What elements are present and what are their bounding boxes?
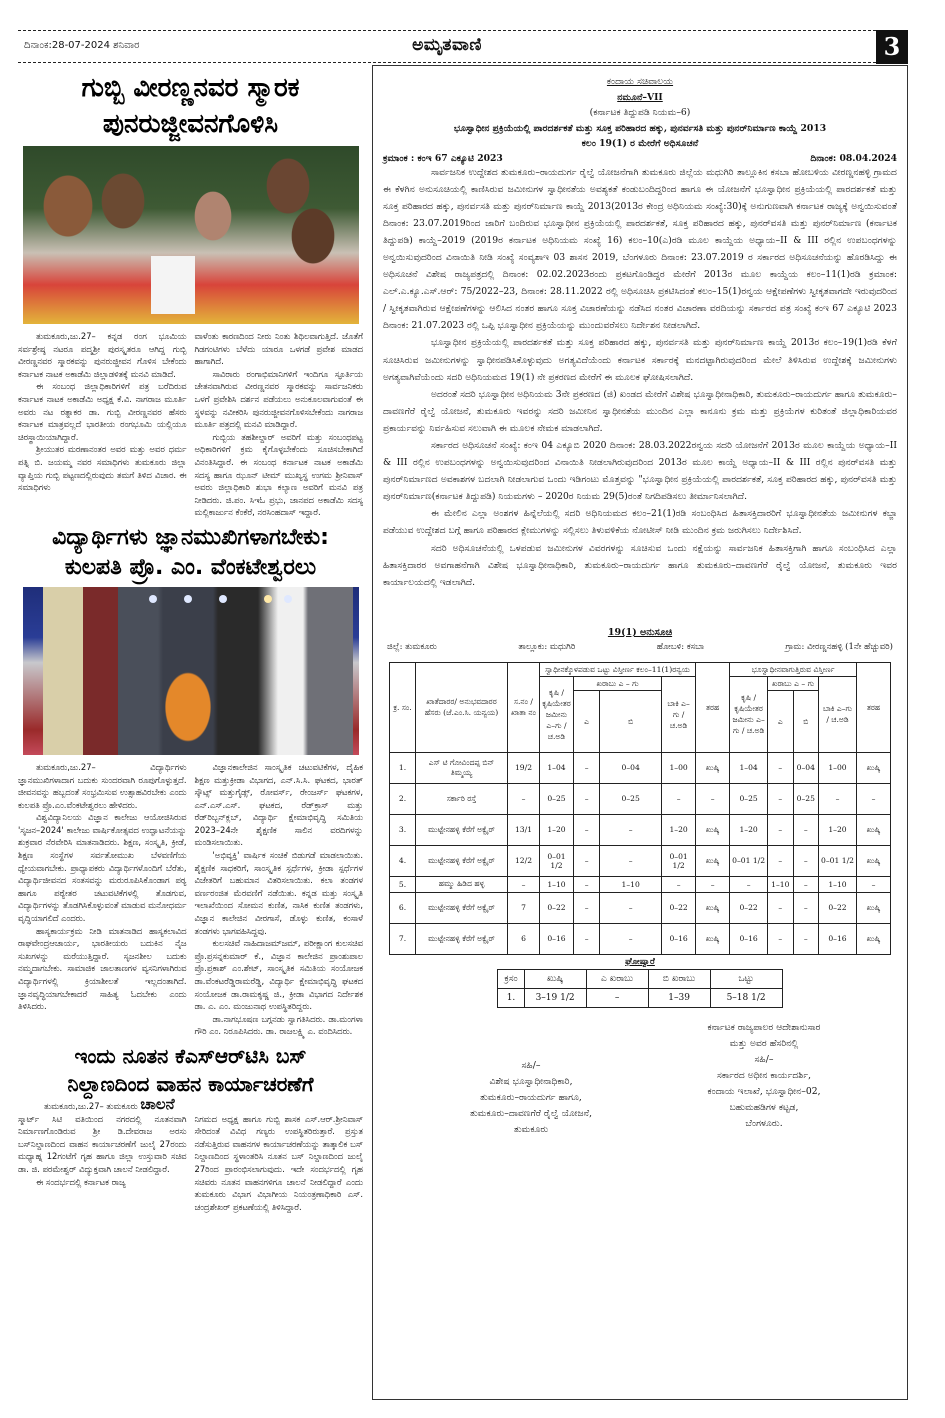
table-row: 5. ಹಮ್ಮು ಹಿಡಿದ ಹಳ್ಳ – 1–10 – 1–10 – – – 1–10 – 1–10 –	[390, 876, 891, 892]
notice-act-title: ಭೂಸ್ವಾಧೀನ ಪ್ರಕ್ರಿಯೆಯಲ್ಲಿ ಪಾರದರ್ಶಕತೆ ಮತ್ತು ಸೂಕ್ತ ಪರಿಹಾರದ ಹಕ್ಕು, ಪುನರ್ವಸತಿ ಮತ್ತು ಪುನರ್‌ನಿರ್ಮಾಣ ಕಾಯ್ದೆ 2013	[453, 122, 827, 134]
summary-title: ಘೋಷ್ವಾರೆ	[625, 956, 655, 967]
ceremony-memorandum-handover-photo	[23, 146, 359, 324]
article-headline: ಇಂದು ನೂತನ ಕೆಎಸ್‌ಆರ್‌ಟಿಸಿ ಬಸ್ ನಿಲ್ದಾಣದಿಂದ ವಾಹನ ಕಾರ್ಯಾಚರಣೆಗೆ	[67, 1043, 314, 1096]
notice-section: ಕಲಂ 19(1) ರ ಮೇರೆಗೆ ಅಧಿಸೂಚನೆ	[581, 138, 699, 149]
table-row: 3. ಮುಟ್ಟೇನಹಳ್ಳಿ ಕೆರೆಗೆ ಅಕ್ವೈರ್ 13/1 1–20 – – 1–20 ಖುಷ್ಕಿ 1–20 – – 1–20 ಖುಷ್ಕಿ	[390, 814, 891, 845]
schedule-table: ಕ್ರ. ಸಂ. ಖಾತೆದಾರರ/ ಅನುಭವದಾರರ ಹೆಸರು (ಜೆ.ಎಂ.ಸಿ. ಯನ್ವಯ) ಸ.ನಂ / ಖಾತಾ ನಂ ಸ್ವಾಧೀನಕ್ಕೊಳಪಡುವ ಒಟ್ಟು ವಿಸ್ತೀರ್ಣ ಕಲಂ–11(1)ರನ್ವಯ ತರಹ ಭೂಸ್ವಾಧೀನವಾಗುತ್ತಿರುವ ವಿಸ್ತೀರ್ಣ ತರಹ ಕೃಷಿ / ಕೃಷಿಯೇತರ ಜಮೀನು ಎ–ಗು / ಚ.ಅಡಿ ಖರಾಬು ಎ – ಗು ಬಾಕಿ ಎ–ಗು / ಚ.ಅಡಿ ಕೃಷಿ / ಕೃಷಿಯೇತರ ಜಮೀನು ಎ–ಗು / ಚ.ಅಡಿ ಖರಾಬು ಎ – ಗು ಬಾಕಿ ಎ–ಗು / ಚ.ಅಡಿ ಎ ಬಿ ಎ ಬಿ 1. ಎಸ್ ಟಿ ಗೋವಿಂದಪ್ಪ ಬಿನ್ ತಿಮ್ಮಯ್ಯ 19/2 1–04 – 0–04 1–00 ಖುಷ್ಕಿ 1–04 – 0–04 1–00 ಖುಷ್ಕಿ 2. ಸರ್ಕಾರಿ ರಸ್ತೆ – 0–25 – 0–25 – – 0–25 – 0–25 – – 3. ಮುಟ್ಟೇನಹಳ್ಳಿ ಕೆರೆಗೆ ಅಕ್ವೈರ್ 13/1 1–20 – – 1–20 ಖುಷ್ಕಿ 1–20 – – 1–20 ಖುಷ್ಕಿ 4. ಮುಟ್ಟೇನಹಳ್ಳಿ ಕೆರೆಗೆ ಅಕ್ವೈರ್ 12/2 0–01 1/2 – – 0–01 1/2 ಖುಷ್ಕಿ 0–01 1/2 – – 0–01 1/2 ಖುಷ್ಕಿ 5. ಹಮ್ಮು ಹಿಡಿದ ಹಳ್ಳ – 1–10 – 1–10 – – – 1–10 – 1–10 – 6. ಮುಟ್ಟೇನಹಳ್ಳಿ ಕೆರೆಗೆ ಅಕ್ವೈರ್ 7 0–22 – – 0–22 ಖುಷ್ಕಿ 0–22 – – 0–22 ಖುಷ್ಕಿ 7. ಮುಟ್ಟೇನಹಳ್ಳಿ ಕೆರೆಗೆ ಅಕ್ವೈರ್ 6 0–16 – – 0–16 ಖುಷ್ಕಿ 0–16 – – 0–16 ಖುಷ್ಕಿ	[389, 662, 891, 955]
left-news-column	[18, 70, 363, 1213]
signature-block	[383, 1020, 897, 1180]
article-headline: ವಿದ್ಯಾರ್ಥಿಗಳು ಜ್ಞಾನಮುಖಿಗಳಾಗಬೇಕು: ಕುಲಪತಿ ಪ್ರೊ. ಎಂ. ವೆಂಕಟೇಶ್ವರಲು	[52, 524, 329, 580]
summary-table: ಕ್ರಸಂ ಖುಷ್ಕಿ ಎ ಖರಾಬು ಬಿ ಖರಾಬು ಒಟ್ಟು 1. 3–19 1/2 – 1–39 5–18 1/2	[497, 969, 782, 1008]
notice-form-number: ನಮೂನೆ–VII	[617, 91, 663, 103]
notice-rule: (ಕರ್ನಾಟಕ ತಿದ್ದುಪಡಿ ನಿಯಮ–6)	[589, 107, 691, 118]
notice-department: ಕಂದಾಯ ಸಚಿವಾಲಯ	[606, 76, 674, 87]
article-body: ತುಮಕೂರು,ಜು.27– ಕನ್ನಡ ರಂಗ ಭೂಮಿಯ ಸರ್ವಶ್ರೇಷ್ಠ ನಟರೂ ಪದ್ಮಶ್ರೀ ಪುರಸ್ಕೃತರೂ ಆಗಿದ್ದ ಗುಬ್ಬಿ ವೀರಣ್ಣನವರ ಸ್ಮಾರಕವನ್ನು ಪುನರುಜ್ಜೀವನ ಗೊಳಿಸ ಬೇಕೆಂದು ಕರ್ನಾಟಕ ನಾಟಕ ಅಕಾಡೆಮಿ ಜಿಲ್ಲಾಡಳಿತಕ್ಕೆ ಮನವಿ ಮಾಡಿದೆ. ಈ ಸಂಬಂಧ ಜಿಲ್ಲಾಧಿಕಾರಿಗಳಿಗೆ ಪತ್ರ ಬರೆದಿರುವ ಕರ್ನಾಟಕ ನಾಟಕ ಅಕಾಡೆಮಿ ಅಧ್ಯಕ್ಷ ಕೆ.ವಿ. ನಾಗರಾಜ ಮೂರ್ತಿ ಅವರು ನಟ ರತ್ನಾಕರ ಡಾ. ಗುಬ್ಬಿ ವೀರಣ್ಣನವರ ಹೆಸರು ಕರ್ನಾಟಕ ಮಾತ್ರವಲ್ಲದೆ ಭಾರತೀಯ ರಂಗಭೂಮಿ ಯಲ್ಲಿಯೂ ಚಿರಸ್ಥಾಯಿಯಾಗಿದ್ದಾರೆ. ಶ್ರೀಯುತರ ಮರಣಾನಂತರ ಅವರ ಮತ್ತು ಅವರ ಧರ್ಮ ಪತ್ನಿ ಬಿ. ಜಯಮ್ಮ ನವರ ಸಮಾಧಿಗಳು ತುಮಕೂರು ಜಿಲ್ಲಾ ವ್ಯಾಪ್ತಿಯ ಗುಬ್ಬಿ ಪಟ್ಟಣದಲ್ಲಿರುವುದು ತಮಗೆ ತಿಳಿದ ವಿಚಾರ. ಈ ಸಮಾಧಿಗಳು ವಾಳೆಂತು ಕಾರಣದಿಂದ ನೀರು ನಿಂತು ಶಿಥಿಲವಾಗುತ್ತಿದೆ. ಜೊತೆಗೆ ಗಿಡಗಂಟಿಗಳು ಬೆಳೆದು ಯಾರೂ ಒಳಗಡೆ ಪ್ರವೇಶ ಮಾಡದ ಹಾಗಾಗಿದೆ. ಸಾವಿರಾರು ರಂಗಾಭಿಮಾನಿಗಳಿಗೆ ಇಂದಿಗೂ ಸ್ಫೂರ್ತಿಯ ಚೇತನವಾಗಿರುವ ವೀರಣ್ಣನವರ ಸ್ಮಾರಕವನ್ನು ಸಾರ್ವಜನಿಕರು ಒಳಗೆ ಪ್ರವೇಶಿಸಿ ದರ್ಶನ ಪಡೆಯಲು ಅನುಕೂಲವಾಗುವಂತೆ ಈ ಸ್ಥಳವನ್ನು ನವೀಕರಿಸಿ ಪುನರುಜ್ಜೀವನಗೊಳಿಸಬೇಕೆಂದು ನಾಗರಾಜ ಮೂರ್ತಿ ಪತ್ರದಲ್ಲಿ ಮನವಿ ಮಾಡಿದ್ದಾರೆ. ಗುಬ್ಬಿಯ ತಹಶೀಲ್ದಾರ್ ಅವರಿಗೆ ಮತ್ತು ಸಂಬಂಧಪಟ್ಟ ಅಧಿಕಾರಿಗಳಿಗೆ ಕ್ರಮ ಕೈಗೊಳ್ಳಬೇಕೆಂದು ಸೂಚಿಸಬೇಕಾಗಿದೆ ವಿನಂತಿಸಿದ್ದಾರೆ. ಈ ಸಂಬಂಧ ಕರ್ನಾಟಕ ನಾಟಕ ಅಕಾಡೆಮಿ ಸದಸ್ಯ ಹಾಗೂ ಝೂನ್ ಟೀಮ್ ಮುಖ್ಯಸ್ಥ ಉಗಮ ಶ್ರೀನಿವಾಸ್ ಅವರು ಜಿಲ್ಲಾಧಿಕಾರಿ ಶುಭಾ ಕಲ್ಯಾಣ ಅವರಿಗೆ ಮನವಿ ಪತ್ರ ನೀಡಿದರು. ಜಿ.ಪಂ. ಸಿಇಓ ಪ್ರಭು, ಜಾನಪದ ಅಕಾಡೆಮಿ ಸದಸ್ಯ ಮಲ್ಲಿಕಾರ್ಜುನ ಕೆಂಕೆರೆ, ನರಸಿಂಹದಾಸ್ ಇದ್ದಾರೆ.	[18, 331, 363, 518]
article-gubbi-memorial	[18, 70, 363, 519]
table-row: 1. 3–19 1/2 – 1–39 5–18 1/2	[498, 988, 782, 1007]
table-row: 1. ಎಸ್ ಟಿ ಗೋವಿಂದಪ್ಪ ಬಿನ್ ತಿಮ್ಮಯ್ಯ 19/2 1–04 – 0–04 1–00 ಖುಷ್ಕಿ 1–04 – 0–04 1–00 ಖುಷ್ಕಿ	[390, 752, 891, 783]
signatory-under-secretary: ಕರ್ನಾಟಕ ರಾಜ್ಯಪಾಲರ ಆದೇಶಾನುಸಾರ ಮತ್ತು ಅವರ ಹೆಸರಿನಲ್ಲಿ ಸಹಿ/– ಸರ್ಕಾರದ ಅಧೀನ ಕಾರ್ಯದರ್ಶಿ, ಕಂದಾಯ ಇಲಾಖೆ, ಭೂಸ್ವಾಧೀನ–02, ಬಹುಮಹಡಿಗಳ ಕಟ್ಟಡ, ಬೆಂಗಳೂರು.	[707, 1021, 821, 1129]
table-row: 4. ಮುಟ್ಟೇನಹಳ್ಳಿ ಕೆರೆಗೆ ಅಕ್ವೈರ್ 12/2 0–01 1/2 – – 0–01 1/2 ಖುಷ್ಕಿ 0–01 1/2 – – 0–01 1/2 ಖುಷ್ಕಿ	[390, 845, 891, 876]
notice-ref-number: ಕ್ರಮಾಂಕ : ಕಂಇ 67 ಎಕ್ಯೂಟಿ 2023	[383, 152, 503, 164]
notice-date: ದಿನಾಂಕ: 08.04.2024	[810, 152, 897, 164]
masthead	[18, 30, 876, 63]
schedule-location: ಜಿಲ್ಲೆ: ತುಮಕೂರು ತಾಲ್ಲೂಕು: ಮಧುಗಿರಿ ಹೋಬಳಿ: ಕಸಬಾ ಗ್ರಾಮ: ವೀರಣ್ಣನಹಳ್ಳಿ (1ನೇ ಹೆಚ್ಚುವರಿ)	[387, 641, 893, 652]
article-ksrtc-bus-stand: ಇಂದು ನೂತನ ಕೆಎಸ್‌ಆರ್‌ಟಿಸಿ ಬಸ್ ನಿಲ್ದಾಣದಿಂದ ವಾಹನ ಕಾರ್ಯಾಚರಣೆಗೆ ತುಮಕೂರು,ಜು.27– ತುಮಕೂರು ಚಾಲನೆ ಸ್ಮಾರ್ಟ್ ಸಿಟಿ ವತಿಯಿಂದ ನಗರದಲ್ಲಿ ನೂತನವಾಗಿ ನಿರ್ಮಾಣಗೊಂಡಿರುವ ಶ್ರೀ ಡಿ.ದೇವರಾಜ ಅರಸು ಬಸ್‌ನಿಲ್ದಾಣದಿಂದ ವಾಹನ ಕಾರ್ಯಾಚರಣೆಗೆ ಜುಲೈ 27ರಂದು ಮಧ್ಯಾಹ್ನ 12ಗಂಟೆಗೆ ಗೃಹ ಹಾಗೂ ಜಿಲ್ಲಾ ಉಸ್ತುವಾರಿ ಸಚಿವ ಡಾ. ಜಿ. ಪರಮೇಶ್ವರ್ ವಿದ್ಯುಕ್ತವಾಗಿ ಚಾಲನೆ ನೀಡಲಿದ್ದಾರೆ. ಈ ಸಂದರ್ಭದಲ್ಲಿ ಕರ್ನಾಟಕ ರಾಜ್ಯ ನಿಗಮದ ಅಧ್ಯಕ್ಷ ಹಾಗೂ ಗುಬ್ಬಿ ಶಾಸಕ ಎಸ್.ಆರ್.ಶ್ರೀನಿವಾಸ್ ಸೇರಿದಂತೆ ವಿವಿಧ ಗಣ್ಯರು ಉಪಸ್ಥಿತರಿರುತ್ತಾರೆ. ಪ್ರಸ್ತುತ ನಡೆಸುತ್ತಿರುವ ವಾಹನಗಳ ಕಾರ್ಯಾಚರಣೆಯನ್ನು ತಾತ್ಕಾಲಿಕ ಬಸ್ ನಿಲ್ದಾಣದಿಂದ ಸ್ಥಳಾಂತರಿಸಿ ನೂತನ ಬಸ್ ನಿಲ್ದಾಣದಿಂದ ಜುಲೈ 27ರಿಂದ ಪ್ರಾರಂಭಿಸಲಾಗುವುದು. ಇದೇ ಸಂದರ್ಭದಲ್ಲಿ ಗೃಹ ಸಚಿವರು ನೂತನ ವಾಹನಗಳಿಗೂ ಚಾಲನೆ ನೀಡಲಿದ್ದಾರೆ ಎಂದು ತುಮಕೂರು ವಿಭಾಗ ವಿಭಾಗೀಯ ನಿಯಂತ್ರಣಾಧಿಕಾರಿ ಎಸ್. ಚಂದ್ರಶೇಖರ್ ಪ್ರಕಟಣೆಯಲ್ಲಿ ತಿಳಿಸಿದ್ದಾರೆ.	[18, 1043, 363, 1212]
photo-stage-lights-icon	[23, 587, 359, 755]
schedule-title: 19(1) ಅನುಸೂಚಿ	[607, 626, 673, 638]
table-row: 2. ಸರ್ಕಾರಿ ರಸ್ತೆ – 0–25 – 0–25 – – 0–25 – 0–25 – –	[390, 783, 891, 814]
lamp-lighting-inauguration-photo	[23, 587, 359, 755]
photo-people-icon	[23, 146, 359, 324]
land-acquisition-notice: ಕಂದಾಯ ಸಚಿವಾಲಯ ನಮೂನೆ–VII (ಕರ್ನಾಟಕ ತಿದ್ದುಪಡಿ ನಿಯಮ–6) ಭೂಸ್ವಾಧೀನ ಪ್ರಕ್ರಿಯೆಯಲ್ಲಿ ಪಾರದರ್ಶಕತೆ ಮತ್ತು ಸೂಕ್ತ ಪರಿಹಾರದ ಹಕ್ಕು, ಪುನರ್ವಸತಿ ಮತ್ತು ಪುನರ್‌ನಿರ್ಮಾಣ ಕಾಯ್ದೆ 2013 ಕಲಂ 19(1) ರ ಮೇರೆಗೆ ಅಧಿಸೂಚನೆ ಕ್ರಮಾಂಕ : ಕಂಇ 67 ಎಕ್ಯೂಟಿ 2023 ದಿನಾಂಕ: 08.04.2024 ಸಾರ್ವಜನಿಕ ಉದ್ದೇಶದ ತುಮಕೂರು–ರಾಯದುರ್ಗ ರೈಲ್ವೆ ಯೋಜನೆಗಾಗಿ ತುಮಕೂರು ಜಿಲ್ಲೆಯ ಮಧುಗಿರಿ ತಾಲ್ಲೂಕಿನ ಕಸಬಾ ಹೋಬಳಿಯ ವೀರಣ್ಣನಹಳ್ಳಿ ಗ್ರಾಮದ ಈ ಕೆಳಗಿನ ಅನುಸೂಚಿಯಲ್ಲಿ ಕಾಣಿಸಿರುವ ಜಮೀನುಗಳ ಸ್ವಾಧೀನತೆಯ ಅವಶ್ಯಕತೆ ಕಂಡುಬಂದಿದ್ದರಿಂದ ಹಾಗೂ ಈ ಯೋಜನೆಗೆ ಭೂಸ್ವಾಧೀನ ಪ್ರಕ್ರಿಯೆಯಲ್ಲಿ ಪಾರದರ್ಶಕತೆ ಮತ್ತು ಸೂಕ್ತ ಪರಿಹಾರದ ಹಕ್ಕು, ಪುನರ್ವಸತಿ ಮತ್ತು ಪುನರ್‌ನಿರ್ಮಾಣ ಕಾಯ್ದೆ 2013(2013ರ ಕೇಂದ್ರ ಅಧಿನಿಯಮ ಸಂಖ್ಯೆ:30)ಕ್ಕೆ ಅನುಗುಣವಾಗಿ ಕರ್ನಾಟಕ ರಾಜ್ಯಕ್ಕೆ ಅನ್ವಯಿಸುವಂತೆ ದಿನಾಂಕ: 23.07.2019ರಿಂದ ಜಾರಿಗೆ ಬಂದಿರುವ ಭೂಸ್ವಾಧೀನ ಪ್ರಕ್ರಿಯೆಯಲ್ಲಿ ಪಾರದರ್ಶಕತೆ, ಸೂಕ್ತ ಪರಿಹಾರದ ಹಕ್ಕು, ಪುನರ್‌ವಸತಿ ಮತ್ತು ಪುನರ್‌ನಿರ್ಮಾಣ (ಕರ್ನಾಟಕ ತಿದ್ದುಪಡಿ) ಕಾಯ್ದೆ–2019 (2019ರ ಕರ್ನಾಟಕ ಅಧಿನಿಯಮ ಸಂಖ್ಯೆ 16) ಕಲಂ–10(ಎ)ರಡಿ ಮೂಲ ಕಾಯ್ದೆಯ ಅಧ್ಯಾಯ–II & III ರಲ್ಲಿನ ಉಪಬಂಧಗಳನ್ನು ಅನ್ವಯಿಸುವುದರಿಂದ ವಿನಾಯಿತಿ ನೀಡಿ ಸಂಖ್ಯೆ ಸಂವ್ಯಶಾಇ 03 ಶಾಸನ 2019, ಬೆಂಗಳೂರು ದಿನಾಂಕ: 23.07.2019 ರ ಸರ್ಕಾರದ ಅಧಿಸೂಚನೆಯನ್ನು ಹೊರಡಿಸಿದ್ದು ಈ ಅಧಿಸೂಚನೆ ವಿಶೇಷ ರಾಜ್ಯಪತ್ರದಲ್ಲಿ ದಿನಾಂಕ: 02.02.2023ರಂದು ಪ್ರಕಟಗೊಂಡಿದ್ದರ ಮೇರೆಗೆ 2013ರ ಮೂಲ ಕಾಯ್ದೆಯ ಕಲಂ–11(1)ರಡಿ ಕ್ರಮಾಂಕ: ಎಲ್.ಎ.ಕ್ಯೂ.ಎಸ್.ಆರ್: 75/2022–23, ದಿನಾಂಕ: 28.11.2022 ರಲ್ಲಿ ಅಧಿಸೂಚಿಸಿ ಪ್ರಕಟಿಸಿದಂತೆ ಕಲಂ–15(1)ರನ್ವಯ ಆಕ್ಷೇಪಣೆಗಳು ಸ್ವೀಕೃತವಾಗದೇ ಇರುವುದರಿಂದ / ಸ್ವೀಕೃತವಾಗಿರುವ ಆಕ್ಷೇಪಣೆಗಳನ್ನು ಆಲಿಸಿದ ನಂತರ ಹಾಗೂ ಸೂಕ್ತ ವಿಚಾರಣೆಯನ್ನು ನಡೆಸಿದ ನಂತರ ವಿಚಾರಣಾ ವರದಿಯನ್ನು ಸರ್ಕಾರದ ಪತ್ರ ಸಂಖ್ಯೆ ಕಂಇ 67 ಎಕ್ಯೂಟಿ 2023 ದಿನಾಂಕ: 21.07.2023 ರಲ್ಲಿ ಒಪ್ಪಿ ಭೂಸ್ವಾಧೀನ ಪ್ರಕ್ರಿಯೆಯನ್ನು ಮುಂದುವರೆಸಲು ನಿರ್ದೇಶನ ನೀಡಲಾಗಿದೆ. ಭೂಸ್ವಾಧೀನ ಪ್ರಕ್ರಿಯೆಯಲ್ಲಿ ಪಾರದರ್ಶಕತೆ ಮತ್ತು ಸೂಕ್ತ ಪರಿಹಾರದ ಹಕ್ಕು, ಪುನರ್ವಸತಿ ಮತ್ತು ಪುನರ್‌ನಿರ್ಮಾಣ ಕಾಯ್ದೆ 2013ರ ಕಲಂ–19(1)ರಡಿ ಕೆಳಗೆ ಸೂಚಿಸಿರುವ ಜಮೀನುಗಳನ್ನು ಸ್ವಾಧೀನಪಡಿಸಿಕೊಳ್ಳುವುದು ಅಗತ್ಯವಿದೆಯೆಂದು ಕರ್ನಾಟಕ ಸರ್ಕಾರಕ್ಕೆ ಮನದಟ್ಟಾಗಿರುವುದರಿಂದ ಮೇಲೆ ತಿಳಿಸಿರುವ ಉದ್ದೇಶಕ್ಕೆ ಜಮೀನುಗಳು ಅಗತ್ಯವಾಗಿವೆಯೆಂದು ಸದರಿ ಅಧಿನಿಯಮದ 19(1) ನೇ ಪ್ರಕರಣದ ಮೇರೆಗೆ ಈ ಮೂಲಕ ಘೋಷಿಸಲಾಗಿದೆ. ಅದರಂತೆ ಸದರಿ ಭೂಸ್ವಾಧೀನ ಅಧಿನಿಯಮ 3ನೇ ಪ್ರಕರಣದ (ಜಿ) ಖಂಡದ ಮೇರೆಗೆ ವಿಶೇಷ ಭೂಸ್ವಾಧೀನಾಧಿಕಾರಿ, ತುಮಕೂರು–ರಾಯದುರ್ಗ ಹಾಗೂ ತುಮಕೂರು–ದಾವಣಗೆರೆ ರೈಲ್ವೆ ಯೋಜನೆ, ತುಮಕೂರು ಇವರನ್ನು ಸದರಿ ಜಮೀನಿನ ಸ್ವಾಧೀನತೆಯ ಮುಂದಿನ ಎಲ್ಲಾ ಕಾನೂನು ಕ್ರಮ ಮತ್ತು ಪ್ರಕ್ರಿಯೆಗಳ ಕುರಿತಂತೆ ಜಿಲ್ಲಾಧಿಕಾರಿಯವರ ಪ್ರಕಾರ್ಯವನ್ನು ನಿರ್ವಹಿಸುವ ಸಲುವಾಗಿ ಈ ಮೂಲಕ ನೇಮಕ ಮಾಡಲಾಗಿದೆ. ಸರ್ಕಾರದ ಅಧಿಸೂಚನೆ ಸಂಖ್ಯೆ: ಕಂಇ 04 ಎಕ್ಯೂಬಿ 2020 ದಿನಾಂಕ: 28.03.2022ರನ್ವಯ ಸದರಿ ಯೋಜನೆಗೆ 2013ರ ಮೂಲ ಕಾಯ್ದೆಯ ಅಧ್ಯಾಯ–II & III ರಲ್ಲಿನ ಉಪಬಂಧಗಳನ್ನು ಅನ್ವಯಿಸುವುದರಿಂದ ವಿನಾಯಿತಿ ನೀಡಲಾಗಿರುವುದರಿಂದ 2013ರ ಮೂಲ ಕಾಯ್ದೆ ಅಧ್ಯಾಯ–II & III ರಲ್ಲಿನ ಪುನರ್‌ವಸತಿ ಮತ್ತು ಪುನರ್‌ನಿರ್ಮಾಣದ ಅವಕಾಶಗಳ ಬದಲಾಗಿ ನೀಡಲಾಗುವ ಒಂದು ಇಡಿಗಂಟು ಮೊತ್ತವನ್ನು "ಭೂಸ್ವಾಧೀನ ಪ್ರಕ್ರಿಯೆಯಲ್ಲಿ ಪಾರದರ್ಶಕತೆ, ಸೂಕ್ತ ಪರಿಹಾರದ ಹಕ್ಕು, ಪುನರ್‌ವಸತಿ ಮತ್ತು ಪುನರ್‌ನಿರ್ಮಾಣ(ಕರ್ನಾಟಕ ತಿದ್ದುಪಡಿ) ನಿಯಮಗಳು – 2020ರ ನಿಯಮ 29(5)ರಂತೆ ನಿಗದಿಪಡಿಸಲು ತೀರ್ಮಾನಿಸಲಾಗಿದೆ. ಈ ಮೇಲಿನ ಎಲ್ಲಾ ಅಂಶಗಳ ಹಿನ್ನೆಲೆಯಲ್ಲಿ ಸದರಿ ಅಧಿನಿಯಮದ ಕಲಂ–21(1)ರಡಿ ಸಂಬಂಧಿಸಿದ ಹಿತಾಸಕ್ತಿದಾರರಿಗೆ ಭೂಸ್ವಾಧೀನತೆಯ ಜಮೀನುಗಳ ಕಬ್ಜಾ ಪಡೆಯುವ ಉದ್ದೇಶದ ಬಗ್ಗೆ ಹಾಗೂ ಪರಿಹಾರದ ಕ್ಲೇಮುಗಳನ್ನು ಸಲ್ಲಿಸಲು ತಿಳುವಳಿಕೆಯ ನೋಟೀಸ್ ನೀಡಿ ಮುಂದಿನ ಕ್ರಮ ಜರುಗಿಸಲು ನಿರ್ದೇಶಿಸಿದೆ. ಸದರಿ ಅಧಿಸೂಚನೆಯಲ್ಲಿ ಒಳಪಡುವ ಜಮೀನುಗಳ ವಿವರಗಳನ್ನು ಸೂಚಿಸುವ ಒಂದು ನಕ್ಷೆಯನ್ನು ಸಾರ್ವಜನಿಕ ಹಿತಾಸಕ್ತಿಗಾಗಿ ಹಾಗೂ ಸಂಬಂಧಿಸಿದ ಎಲ್ಲಾ ಹಿತಾಸಕ್ತಿದಾರರ ಅವಗಾಹನೆಗಾಗಿ ವಿಶೇಷ ಭೂಸ್ವಾಧೀನಾಧಿಕಾರಿ, ತುಮಕೂರು–ರಾಯದುರ್ಗ ಹಾಗೂ ತುಮಕೂರು–ದಾವಣಗೆರೆ ರೈಲ್ವೆ ಯೋಜನೆ, ತುಮಕೂರು ಇವರ ಕಾರ್ಯಾಲಯದಲ್ಲಿ ಇಡಲಾಗಿದೆ. 19(1) ಅನುಸೂಚಿ ಜಿಲ್ಲೆ: ತುಮಕೂರು ತಾಲ್ಲೂಕು: ಮಧುಗಿರಿ ಹೋಬಳಿ: ಕಸಬಾ ಗ್ರಾಮ: ವೀರಣ್ಣನಹಳ್ಳಿ (1ನೇ ಹೆಚ್ಚುವರಿ) ಕ್ರ. ಸಂ. ಖಾತೆದಾರರ/ ಅನುಭವದಾರರ ಹೆಸರು (ಜೆ.ಎಂ.ಸಿ. ಯನ್ವಯ) ಸ.ನಂ / ಖಾತಾ ನಂ ಸ್ವಾಧೀನಕ್ಕೊಳಪಡುವ ಒಟ್ಟು ವಿಸ್ತೀರ್ಣ ಕಲಂ–11(1)ರನ್ವಯ ತರಹ ಭೂಸ್ವಾಧೀನವಾಗುತ್ತಿರುವ ವಿಸ್ತೀರ್ಣ ತರಹ ಕೃಷಿ / ಕೃಷಿಯೇತರ ಜಮೀನು ಎ–ಗು / ಚ.ಅಡಿ ಖರಾಬು ಎ – ಗು ಬಾಕಿ ಎ–ಗು / ಚ.ಅಡಿ ಕೃಷಿ / ಕೃಷಿಯೇತರ ಜಮೀನು ಎ–ಗು / ಚ.ಅಡಿ ಖರಾಬು ಎ – ಗು ಬಾಕಿ ಎ–ಗು / ಚ.ಅಡಿ ಎ ಬಿ ಎ ಬಿ 1. ಎಸ್ ಟಿ ಗೋವಿಂದಪ್ಪ ಬಿನ್ ತಿಮ್ಮಯ್ಯ 19/2 1–04 – 0–04 1–00 ಖುಷ್ಕಿ 1–04 – 0–04 1–00 ಖುಷ್ಕಿ 2. ಸರ್ಕಾರಿ ರಸ್ತೆ – 0–25 – 0–25 – – 0–25 – 0–25 – – 3. ಮುಟ್ಟೇನಹಳ್ಳಿ ಕೆರೆಗೆ ಅಕ್ವೈರ್ 13/1 1–20 – – 1–20 ಖುಷ್ಕಿ 1–20 – – 1–20 ಖುಷ್ಕಿ 4. ಮುಟ್ಟೇನಹಳ್ಳಿ ಕೆರೆಗೆ ಅಕ್ವೈರ್ 12/2 0–01 1/2 – – 0–01 1/2 ಖುಷ್ಕಿ 0–01 1/2 – – 0–01 1/2 ಖುಷ್ಕಿ 5. ಹಮ್ಮು ಹಿಡಿದ ಹಳ್ಳ – 1–10 – 1–10 – – – 1–10 – 1–10 – 6. ಮುಟ್ಟೇನಹಳ್ಳಿ ಕೆರೆಗೆ ಅಕ್ವೈರ್ 7 0–22 – – 0–22 ಖುಷ್ಕಿ 0–22 – – 0–22 ಖುಷ್ಕಿ 7. ಮುಟ್ಟೇನಹಳ್ಳಿ ಕೆರೆಗೆ ಅಕ್ವೈರ್ 6 0–16 – – 0–16 ಖುಷ್ಕಿ 0–16 – – 0–16 ಖುಷ್ಕಿ ಘೋಷ್ವಾರೆ ಕ್ರಸಂ ಖುಷ್ಕಿ ಎ ಖರಾಬು ಬಿ ಖರಾಬು ಒಟ್ಟು 1. 3–19 1/2 – 1–39 5–18 1/2 ಸಹಿ/– ವಿಶೇಷ ಭೂಸ್ವಾಧೀನಾಧಿಕಾರಿ, ತುಮಕೂರು–ರಾಯದುರ್ಗ ಹಾಗೂ, ತುಮಕೂರು–ದಾವಣಗೆರೆ ರೈಲ್ವೆ ಯೋಜನೆ, ತುಮಕೂರು ಕರ್ನಾಟಕ ರಾಜ್ಯಪಾಲರ ಆದೇಶಾನುಸಾರ ಮತ್ತು ಅವರ ಹೆಸರಿನಲ್ಲಿ ಸಹಿ/– ಸರ್ಕಾರದ ಅಧೀನ ಕಾರ್ಯದರ್ಶಿ, ಕಂದಾಯ ಇಲಾಖೆ, ಭೂಸ್ವಾಧೀನ–02, ಬಹುಮಹಡಿಗಳ ಕಟ್ಟಡ, ಬೆಂಗಳೂರು.	[372, 65, 908, 1400]
article-body: ಸ್ಮಾರ್ಟ್ ಸಿಟಿ ವತಿಯಿಂದ ನಗರದಲ್ಲಿ ನೂತನವಾಗಿ ನಿರ್ಮಾಣಗೊಂಡಿರುವ ಶ್ರೀ ಡಿ.ದೇವರಾಜ ಅರಸು ಬಸ್‌ನಿಲ್ದಾಣದಿಂದ ವಾಹನ ಕಾರ್ಯಾಚರಣೆಗೆ ಜುಲೈ 27ರಂದು ಮಧ್ಯಾಹ್ನ 12ಗಂಟೆಗೆ ಗೃಹ ಹಾಗೂ ಜಿಲ್ಲಾ ಉಸ್ತುವಾರಿ ಸಚಿವ ಡಾ. ಜಿ. ಪರಮೇಶ್ವರ್ ವಿದ್ಯುಕ್ತವಾಗಿ ಚಾಲನೆ ನೀಡಲಿದ್ದಾರೆ. ಈ ಸಂದರ್ಭದಲ್ಲಿ ಕರ್ನಾಟಕ ರಾಜ್ಯ ನಿಗಮದ ಅಧ್ಯಕ್ಷ ಹಾಗೂ ಗುಬ್ಬಿ ಶಾಸಕ ಎಸ್.ಆರ್.ಶ್ರೀನಿವಾಸ್ ಸೇರಿದಂತೆ ವಿವಿಧ ಗಣ್ಯರು ಉಪಸ್ಥಿತರಿರುತ್ತಾರೆ. ಪ್ರಸ್ತುತ ನಡೆಸುತ್ತಿರುವ ವಾಹನಗಳ ಕಾರ್ಯಾಚರಣೆಯನ್ನು ತಾತ್ಕಾಲಿಕ ಬಸ್ ನಿಲ್ದಾಣದಿಂದ ಸ್ಥಳಾಂತರಿಸಿ ನೂತನ ಬಸ್ ನಿಲ್ದಾಣದಿಂದ ಜುಲೈ 27ರಿಂದ ಪ್ರಾರಂಭಿಸಲಾಗುವುದು. ಇದೇ ಸಂದರ್ಭದಲ್ಲಿ ಗೃಹ ಸಚಿವರು ನೂತನ ವಾಹನಗಳಿಗೂ ಚಾಲನೆ ನೀಡಲಿದ್ದಾರೆ ಎಂದು ತುಮಕೂರು ವಿಭಾಗ ವಿಭಾಗೀಯ ನಿಯಂತ್ರಣಾಧಿಕಾರಿ ಎಸ್. ಚಂದ್ರಶೇಖರ್ ಪ್ರಕಟಣೆಯಲ್ಲಿ ತಿಳಿಸಿದ್ದಾರೆ.	[18, 1113, 363, 1212]
page-number: 3	[876, 30, 908, 64]
article-headline: ಗುಬ್ಬಿ ವೀರಣ್ಣನವರ ಸ್ಮಾರಕ ಪುನರುಜ್ಜೀವನಗೊಳಿಸಿ	[81, 73, 300, 139]
signatory-special-land-acquisition-officer: ಸಹಿ/– ವಿಶೇಷ ಭೂಸ್ವಾಧೀನಾಧಿಕಾರಿ, ತುಮಕೂರು–ರಾಯದುರ್ಗ ಹಾಗೂ, ತುಮಕೂರು–ದಾವಣಗೆರೆ ರೈಲ್ವೆ ಯೋಜನೆ, ತುಮಕೂರು	[469, 1059, 593, 1135]
table-row: 6. ಮುಟ್ಟೇನಹಳ್ಳಿ ಕೆರೆಗೆ ಅಕ್ವೈರ್ 7 0–22 – – 0–22 ಖುಷ್ಕಿ 0–22 – – 0–22 ಖುಷ್ಕಿ	[390, 892, 891, 923]
issue-date: ದಿನಾಂಕ:28-07-2024 ಶನಿವಾರ	[24, 40, 140, 51]
headline-drop-word: ಚಾಲನೆ	[140, 1094, 175, 1113]
newspaper-name: ಅಮೃತವಾಣಿ	[412, 35, 482, 55]
article-vice-chancellor	[18, 523, 363, 1038]
article-body: ತುಮಕೂರು,ಜು.27– ವಿದ್ಯಾರ್ಥಿಗಳು ಜ್ಞಾನಮುಖಿಗಳಾದಾಗ ಬದುಕು ಸುಂದರವಾಗಿ ರೂಪುಗೊಳ್ಳುತ್ತದೆ. ಜೀವನವನ್ನು ಹಬ್ಬದಂತೆ ಸಂಭ್ರಮಿಸುವ ಉತ್ಸಾಹವಿರಬೇಕು ಎಂದು ಕುಲಪತಿ ಪ್ರೊ.ಎಂ.ವೆಂಕಟೇಶ್ವರಲು ಹೇಳಿದರು. ವಿಶ್ವವಿದ್ಯಾನಿಲಯ ವಿಜ್ಞಾನ ಕಾಲೇಜು ಆಯೋಜಿಸಿರುವ 'ಸೃಜನ–2024' ಕಾಲೇಜು ವಾರ್ಷಿಕೋತ್ಸವದ ಉದ್ಘಾಟನೆಯನ್ನು ಶುಕ್ರವಾರ ನೆರವೇರಿಸಿ ಮಾತನಾಡಿದರು. ಶಿಕ್ಷಣ, ಸಂಸ್ಕೃತಿ, ಕ್ರೀಡೆ, ಶಿಕ್ಷಣ ಸಂಸ್ಥೆಗಳ ಸರ್ವತೋಮುಖ ಬೆಳವಣಿಗೆಯ ಧ್ಯೇಯವಾಗಬೇಕು. ಪ್ರಾಧ್ಯಾಪಕರು ವಿದ್ಯಾರ್ಥಿಗಳೊಂದಿಗೆ ಬೆರೆತು, ವಿದ್ಯಾರ್ಥಿಜೀವನದ ಸಂತಸವನ್ನು ಮರುರೂಪಿಸಿಕೊಂಡಾಗ ಪಠ್ಯ ಹಾಗೂ ಪಠ್ಯೇತರ ಚಟುವಟಿಕೆಗಳಲ್ಲಿ ತೊಡಗುವ, ವಿದ್ಯಾರ್ಥಿಗಳನ್ನು ತೊಡಗಿಸಿಕೊಳ್ಳುವಂತೆ ಮಾಡುವ ಮನೋಧರ್ಮ ವೃದ್ಧಿಯಾಗಲಿದೆ ಎಂದರು. ಹಾಸ್ಯಕಾರ್ಯಕ್ರಮ ನೀಡಿ ಮಾತನಾಡಿದ ಹಾಸ್ಯಕಲಾವಿದ ರಾಘವೇಂದ್ರಆಚಾರ್ಯ, ಭಾರತೀಯರು ಬದುಕಿನ ನೈಜ ಸುಖಗಳನ್ನು ಮರೆಯುತ್ತಿದ್ದಾರೆ. ಸೃಜನಶೀಲ ಬದುಕು ನಮ್ಮದಾಗಬೇಕು. ಸಾಮಾಜಿಕ ಜಾಲತಾಣಗಳ ವ್ಯಸನಿಗಳಾಗಿರುವ ವಿದ್ಯಾರ್ಥಿಗಳಲ್ಲಿ ಕ್ರಿಯಾಶೀಲತೆ ಇಲ್ಲದಂತಾಗಿದೆ. ಜ್ಞಾನವೃದ್ಧಿಯಾಗಬೇಕಾದರೆ ಸಾಹಿತ್ಯ ಓದಬೇಕು ಎಂದು ತಿಳಿಸಿದರು. ವಿಜ್ಞಾನಕಾಲೇಜಿನ ಸಾಂಸ್ಕೃತಿಕ ಚಟುವಟಿಕೆಗಳ, ದೈಹಿಕ ಶಿಕ್ಷಣ ಮತ್ತುಕ್ರೀಡಾ ವಿಭಾಗದ, ಎನ್.ಸಿ.ಸಿ. ಘಟಕದ, ಭಾರತ್ ಸ್ಕೌಟ್ಸ್ ಮತ್ತುಗೈಡ್ಸ್, ರೋವರ್ಸ್, ರೇಂಜರ್ಸ್ ಘಟಕಗಳ, ಎನ್.ಎಸ್.ಎಸ್. ಘಟಕದ, ರೆಡ್‌ಕ್ರಾಸ್ ಮತ್ತು ರೆಡ್‌ರಿಬ್ಬನ್‌ಕ್ಲಬ್, ವಿದ್ಯಾರ್ಥಿ ಕ್ಷೇಮಾಭಿವೃದ್ಧಿ ಸಮಿತಿಯ 2023–24ನೇ ಶೈಕ್ಷಣಿಕ ಸಾಲಿನ ವರದಿಗಳನ್ನು ಮಂಡಿಸಲಾಯಿತು. 'ಅಭಿವ್ಯಕ್ತಿ' ವಾರ್ಷಿಕ ಸಂಚಿಕೆ ಬಿಡುಗಡೆ ಮಾಡಲಾಯಿತು. ಶೈಕ್ಷಣಿಕ ಸಾಧಕರಿಗೆ, ಸಾಂಸ್ಕೃತಿಕ ಸ್ಪರ್ಧೆಗಳ, ಕ್ರೀಡಾ ಸ್ಪರ್ಧೆಗಳ ವಿಜೇತರಿಗೆ ಬಹುಮಾನ ವಿತರಿಸಲಾಯಿತು. ಕಲಾ ತಂಡಗಳ ವರ್ಣರಂಜಿತ ಮೆರವಣಿಗೆ ನಡೆಯಿತು. ಕನ್ನಡ ಮತ್ತು ಸಂಸ್ಕೃತಿ ಇಲಾಖೆಯಿಂದ ಸೋಮನ ಕುಣಿತ, ನಾಸಿಕ ಕುಣಿತ ತಂಡಗಳು, ವಿಜ್ಞಾನ ಕಾಲೇಜಿನ ವೀರಗಾಸೆ, ಡೊಳ್ಳು ಕುಣಿತ, ಕಂಸಾಳೆ ತಂಡಗಳು ಭಾಗವಹಿಸಿದ್ದವು. ಕುಲಸಚಿವೆ ನಾಹಿದಾಜಮ್‌ಜಮ್, ಪರೀಕ್ಷಾಂಗ ಕುಲಸಚಿವ ಪ್ರೊ.ಪ್ರಸನ್ನಕುಮಾರ್ ಕೆ., ವಿಜ್ಞಾನ ಕಾಲೇಜಿನ ಪ್ರಾಂಶುಪಾಲ ಪ್ರೊ.ಪ್ರಕಾಶ್ ಎಂ.ಶೇಟ್, ಸಾಂಸ್ಕೃತಿಕ ಸಮಿತಿಯ ಸಂಯೋಜಕ ಡಾ.ವೆಂಕಟರೆಡ್ಡಿರಾಮರೆಡ್ಡಿ, ವಿದ್ಯಾರ್ಥಿ ಕ್ಷೇಮಾಭಿವೃದ್ಧಿ ಘಟಕದ ಸಂಯೋಜಕ ಡಾ.ರಾಮಕೃಷ್ಣ ಜಿ., ಕ್ರೀಡಾ ವಿಭಾಗದ ನಿರ್ದೇಶಕ ಡಾ. ಎ. ಎಂ. ಮಂಜುನಾಥ ಉಪಸ್ಥಿತರಿದ್ದರು. ಡಾ.ನಾಗಭೂಷಣ ಬಗ್ಗನಡು ಸ್ವಾಗತಿಸಿದರು. ಡಾ.ಮಂಗಳಾ ಗೌರಿ ಎಂ. ನಿರೂಪಿಸಿದರು. ಡಾ. ರಾಜಲಕ್ಷ್ಮಿ ಎ. ವಂದಿಸಿದರು.	[18, 761, 363, 1037]
table-row: 7. ಮುಟ್ಟೇನಹಳ್ಳಿ ಕೆರೆಗೆ ಅಕ್ವೈರ್ 6 0–16 – – 0–16 ಖುಷ್ಕಿ 0–16 – – 0–16 ಖುಷ್ಕಿ	[390, 923, 891, 954]
